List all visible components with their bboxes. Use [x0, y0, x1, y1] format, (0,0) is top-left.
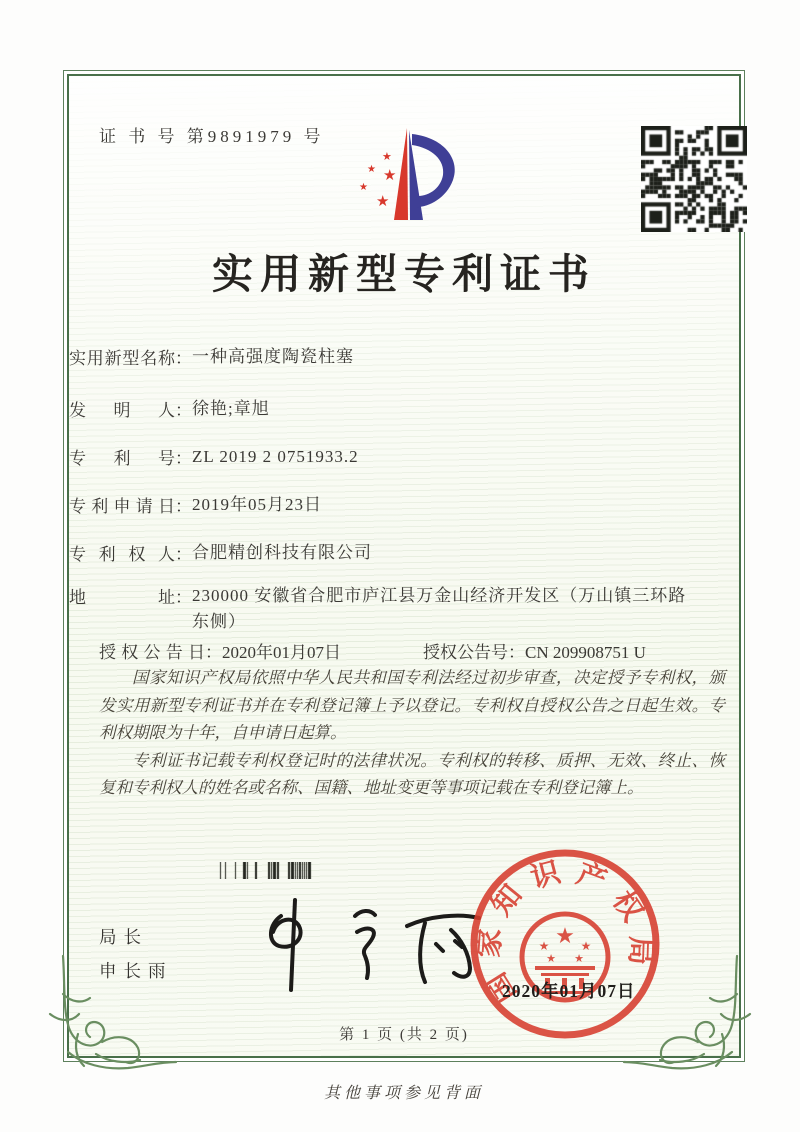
field-label: 实用新型名称	[69, 349, 175, 368]
legal-paragraph-2: 专利证书记载专利权登记时的法律状况。专利权的转移、质押、无效、终止、恢复和专利权人的姓名或名称、国籍、地址变更等事项记载在专利登记簿上。	[99, 750, 725, 797]
field-label: 地址	[69, 588, 175, 607]
logo-star-icon: ★	[376, 194, 390, 210]
logo-star-icon: ★	[383, 168, 397, 184]
grant-no-group: 授权公告号：CN 209908751 U	[423, 643, 646, 662]
grant-date-group: 授权公告日：2020年01月07日	[99, 643, 341, 662]
logo-star-icon: ★	[367, 164, 376, 175]
svg-text:家: 家	[473, 927, 508, 959]
svg-text:知: 知	[485, 879, 529, 922]
emblem-star-icon: ★	[546, 953, 556, 965]
svg-text:国: 国	[480, 966, 523, 1009]
corner-flourish-icon	[617, 948, 762, 1093]
field-row-inventor: 发明人 ： 徐艳;章旭	[69, 396, 693, 422]
cnipa-logo-icon	[355, 108, 469, 228]
certificate-number: 证 书 号 第9891979 号	[99, 127, 325, 146]
emblem-star-icon: ★	[574, 953, 584, 965]
svg-text:产: 产	[572, 857, 611, 898]
commissioner-title: 局长	[99, 927, 148, 947]
emblem-star-icon: ★	[555, 923, 575, 948]
corner-flourish-icon	[38, 948, 183, 1093]
field-label: 专利号	[69, 449, 175, 468]
svg-text:局: 局	[623, 935, 657, 966]
grant-no-value: CN 209908751 U	[525, 643, 646, 662]
field-value: 230000 安徽省合肥市庐江县万金山经济开发区（万山镇三环路东侧）	[192, 586, 687, 631]
certificate-title: 实用新型专利证书	[212, 251, 596, 297]
field-row-filing-date: 专利申请日 ： 2019年05月23日	[69, 492, 693, 518]
logo-star-icon: ★	[382, 151, 392, 163]
barcode	[216, 862, 314, 879]
emblem-star-icon: ★	[580, 939, 592, 953]
field-row-patentee: 专利权人 ： 合肥精创科技有限公司	[69, 540, 693, 566]
field-label: 专利权人	[69, 545, 175, 564]
seal-date: 2020年01月07日	[502, 981, 636, 1001]
emblem-star-icon: ★	[538, 939, 550, 953]
svg-text:权: 权	[606, 885, 649, 928]
legal-paragraph-1: 国家知识产权局依照中华人民共和国专利法经过初步审查，决定授予专利权，颁发实用新型专利证书并在专利登记簿上予以登记。专利权自授权公告之日起生效。专利权期限为十年，自申请日起算。	[99, 668, 725, 742]
field-row-address: 地址 ： 230000 安徽省合肥市庐江县万金山经济开发区（万山镇三环路东侧）	[69, 583, 693, 634]
signature-shen-changyu	[229, 886, 494, 1001]
certificate-body	[67, 74, 741, 1058]
page-number: 第 1 页 (共 2 页)	[339, 1027, 469, 1043]
legal-text	[99, 664, 725, 802]
commissioner-name: 申长雨	[99, 961, 173, 981]
field-value: 合肥精创科技有限公司	[192, 543, 372, 562]
certificate-border	[63, 70, 745, 1062]
field-value: 一种高强度陶瓷柱塞	[192, 347, 354, 366]
field-value: 徐艳;章旭	[192, 399, 270, 418]
field-label: 专利申请日	[69, 497, 175, 516]
field-row-name: 实用新型名称 ： 一种高强度陶瓷柱塞	[69, 344, 693, 370]
logo-star-icon: ★	[359, 182, 368, 193]
field-value: 2019年05月23日	[192, 495, 322, 514]
qr-code	[641, 126, 747, 232]
field-value: ZL 2019 2 0751933.2	[192, 447, 359, 466]
back-note: 其他事项参见背面	[323, 1085, 484, 1102]
field-row-patent-no: 专利号 ： ZL 2019 2 0751933.2	[69, 444, 693, 470]
svg-text:识: 识	[527, 856, 564, 895]
field-label: 发明人	[69, 401, 175, 420]
grant-date-value: 2020年01月07日	[222, 643, 341, 662]
